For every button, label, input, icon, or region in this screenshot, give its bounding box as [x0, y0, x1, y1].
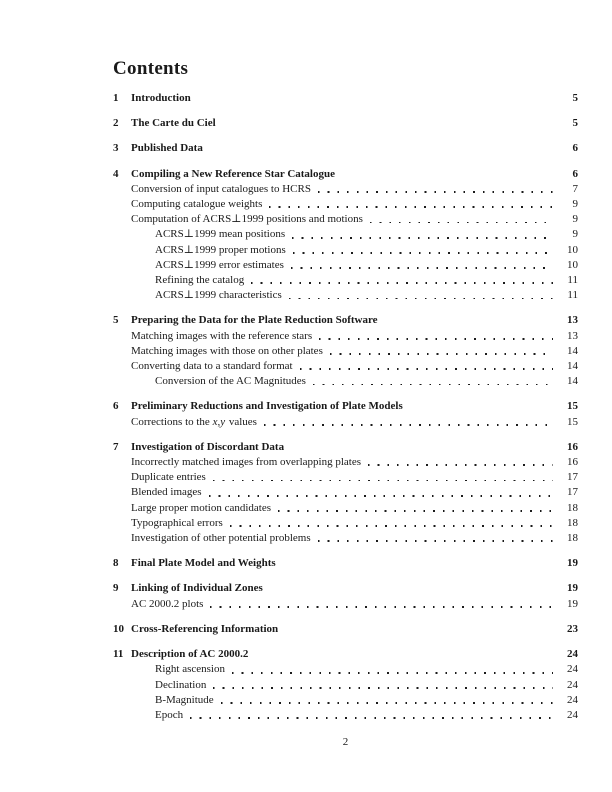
toc-entry: [113, 116, 578, 131]
toc-leader-dots: [293, 252, 553, 254]
toc-entry: [113, 212, 578, 227]
toc-entry-title: Matching images with those on other plates: [131, 344, 323, 357]
toc-entry-number: 2: [113, 117, 119, 130]
toc-entry-title: Blended images: [131, 486, 202, 499]
toc-leader-dots: [213, 480, 553, 482]
toc-entry-title: Conversion of input catalogues to HCRS: [131, 182, 311, 195]
toc-entry-title: Linking of Individual Zones: [131, 582, 263, 595]
toc-entry: [113, 662, 578, 677]
toc-leader-dots: [210, 606, 553, 608]
toc-entry-page: 23: [567, 622, 578, 635]
toc-entry-title: AC 2000.2 plots: [131, 597, 204, 610]
toc-entry-title: Typographical errors: [131, 516, 223, 529]
toc-entry-title: Description of AC 2000.2: [131, 648, 249, 661]
toc-entry-page: 17: [567, 486, 578, 499]
toc-entry-number: 1: [113, 92, 119, 104]
toc-entry-page: 6: [572, 167, 578, 180]
toc-entry: [113, 227, 578, 242]
toc-entry-number: 11: [113, 648, 124, 661]
toc-entry: [113, 167, 578, 182]
toc-entry: [113, 91, 578, 106]
toc-entry-title: Right ascension: [155, 663, 225, 676]
table-of-contents: [113, 91, 578, 723]
toc-entry-title: Introduction: [131, 92, 191, 104]
toc-entry-page: 9: [572, 198, 578, 211]
toc-entry-title: Converting data to a standard format: [131, 360, 293, 373]
toc-entry: [113, 258, 578, 273]
toc-entry-page: 24: [567, 693, 578, 706]
contents-heading: Contents: [113, 58, 189, 79]
toc-entry-page: 11: [567, 274, 578, 287]
toc-leader-dots: [278, 510, 553, 512]
toc-entry: [113, 597, 578, 612]
toc-entry: [113, 182, 578, 197]
toc-entry-page: 13: [567, 314, 578, 327]
toc-entry-number: 6: [113, 400, 119, 413]
toc-entry-title: Cross-Referencing Information: [131, 622, 279, 635]
toc-entry-number: 9: [113, 582, 119, 595]
toc-entry-title: Incorrectly matched images from overlapping plates: [131, 456, 361, 469]
toc-entry-page: 5: [572, 117, 578, 130]
toc-entry-title: Matching images with the reference stars: [131, 329, 313, 342]
toc-entry: [113, 359, 578, 374]
toc-entry-title: Published Data: [131, 142, 203, 155]
toc-entry: [113, 622, 578, 637]
toc-entry-title: Conversion of the AC Magnitudes: [155, 375, 306, 388]
toc-entry: [113, 344, 578, 359]
toc-leader-dots: [292, 237, 553, 239]
toc-entry-page: 5: [572, 92, 578, 104]
toc-leader-dots: [370, 222, 553, 224]
toc-leader-dots: [300, 368, 553, 370]
toc-entry-number: 7: [113, 440, 119, 453]
toc-entry-page: 17: [567, 471, 578, 484]
toc-entry-title-part: x,y: [212, 415, 226, 428]
toc-entry-page: 24: [567, 648, 578, 661]
toc-entry: [113, 516, 578, 531]
toc-entry: [113, 415, 578, 430]
toc-leader-dots: [330, 353, 553, 355]
toc-entry-title: Investigation of other potential problems: [131, 532, 311, 545]
toc-entry: [113, 243, 578, 258]
toc-entry-title: Large proper motion candidates: [131, 501, 271, 514]
toc-leader-dots: [264, 424, 553, 426]
toc-entry-title: ACRS⊥1999 error estimates: [155, 258, 284, 271]
toc-entry-page: 15: [567, 415, 578, 428]
toc-leader-dots: [368, 464, 553, 466]
toc-entry-title: The Carte du Ciel: [131, 117, 216, 130]
toc-entry-page: 14: [567, 360, 578, 373]
toc-entry: [113, 313, 578, 328]
toc-entry: [113, 288, 578, 303]
toc-leader-dots: [230, 525, 553, 527]
toc-entry-title: Compiling a New Reference Star Catalogue: [131, 167, 335, 180]
toc-entry-page: 11: [567, 289, 578, 302]
toc-entry: [113, 197, 578, 212]
toc-entry-title: Refining the catalog: [155, 274, 245, 287]
toc-entry-title: Computing catalogue weights: [131, 198, 263, 211]
toc-entry-page: 24: [567, 678, 578, 691]
toc-entry-page: 19: [567, 597, 578, 610]
toc-entry: [113, 374, 578, 389]
toc-entry: [113, 440, 578, 455]
toc-entry-title: Epoch: [155, 708, 184, 721]
toc-entry: [113, 708, 578, 723]
toc-leader-dots: [289, 298, 553, 300]
toc-entry-title: Investigation of Discordant Data: [131, 440, 285, 453]
toc-entry: [113, 647, 578, 662]
toc-leader-dots: [319, 338, 553, 340]
toc-entry-title: B-Magnitude: [155, 693, 214, 706]
toc-entry: [113, 581, 578, 596]
toc-entry-number: 8: [113, 557, 119, 570]
toc-entry-title: Final Plate Model and Weights: [131, 557, 276, 570]
toc-entry-number: 3: [113, 142, 119, 155]
toc-entry-page: 19: [567, 557, 578, 570]
toc-leader-dots: [318, 191, 553, 193]
toc-leader-dots: [291, 267, 553, 269]
toc-entry-page: 19: [567, 582, 578, 595]
toc-entry: [113, 329, 578, 344]
toc-leader-dots: [221, 702, 553, 704]
toc-entry-title-part: values: [226, 415, 257, 428]
toc-entry-page: 18: [567, 501, 578, 514]
toc-entry-page: 6: [572, 142, 578, 155]
toc-entry-title: Computation of ACRS⊥1999 positions and motions: [131, 213, 363, 226]
page-content: [113, 59, 578, 723]
toc-leader-dots: [213, 687, 553, 689]
toc-entry-number: 5: [113, 314, 119, 327]
toc-leader-dots: [190, 717, 553, 719]
toc-entry-title: Declination: [155, 678, 207, 691]
toc-entry-page: 13: [567, 329, 578, 342]
toc-entry-title: ACRS⊥1999 proper motions: [155, 243, 286, 256]
toc-leader-dots: [318, 540, 553, 542]
toc-entry-page: 16: [567, 440, 578, 453]
toc-entry-title: Duplicate entries: [131, 471, 206, 484]
toc-entry: [113, 485, 578, 500]
toc-entry-page: 18: [567, 516, 578, 529]
toc-entry: [113, 678, 578, 693]
toc-entry-title: ACRS⊥1999 mean positions: [155, 228, 286, 241]
toc-leader-dots: [269, 206, 553, 208]
toc-entry-page: 10: [567, 243, 578, 256]
toc-leader-dots: [313, 384, 553, 386]
toc-entry-page: 9: [572, 228, 578, 241]
toc-entry-page: 10: [567, 258, 578, 271]
toc-entry-title: [131, 415, 257, 430]
toc-entry-number: 4: [113, 167, 119, 180]
toc-entry-number: 10: [113, 622, 124, 635]
toc-entry-page: 15: [567, 400, 578, 413]
toc-entry-title: Preparing the Data for the Plate Reduction Software: [131, 314, 378, 327]
toc-entry-title-part: Corrections to the: [131, 415, 213, 428]
toc-entry: [113, 455, 578, 470]
toc-entry-title: ACRS⊥1999 characteristics: [155, 289, 282, 302]
toc-entry: [113, 273, 578, 288]
toc-entry: [113, 531, 578, 546]
toc-entry: [113, 399, 578, 414]
toc-leader-dots: [209, 495, 553, 497]
toc-entry-page: 24: [567, 663, 578, 676]
toc-entry-page: 16: [567, 456, 578, 469]
toc-entry: [113, 470, 578, 485]
toc-entry: [113, 141, 578, 156]
toc-entry: [113, 693, 578, 708]
toc-entry-page: 14: [567, 344, 578, 357]
toc-entry-page: 7: [572, 182, 578, 195]
toc-entry-title: Preliminary Reductions and Investigation of Plate Models: [131, 400, 403, 413]
toc-entry: [113, 556, 578, 571]
toc-leader-dots: [232, 672, 553, 674]
toc-entry-page: 14: [567, 375, 578, 388]
toc-leader-dots: [251, 282, 553, 284]
toc-entry-page: 9: [572, 213, 578, 226]
toc-entry-page: 24: [567, 708, 578, 721]
toc-entry: [113, 501, 578, 516]
toc-entry-page: 18: [567, 532, 578, 545]
footer-page-number: 2: [342, 736, 349, 748]
